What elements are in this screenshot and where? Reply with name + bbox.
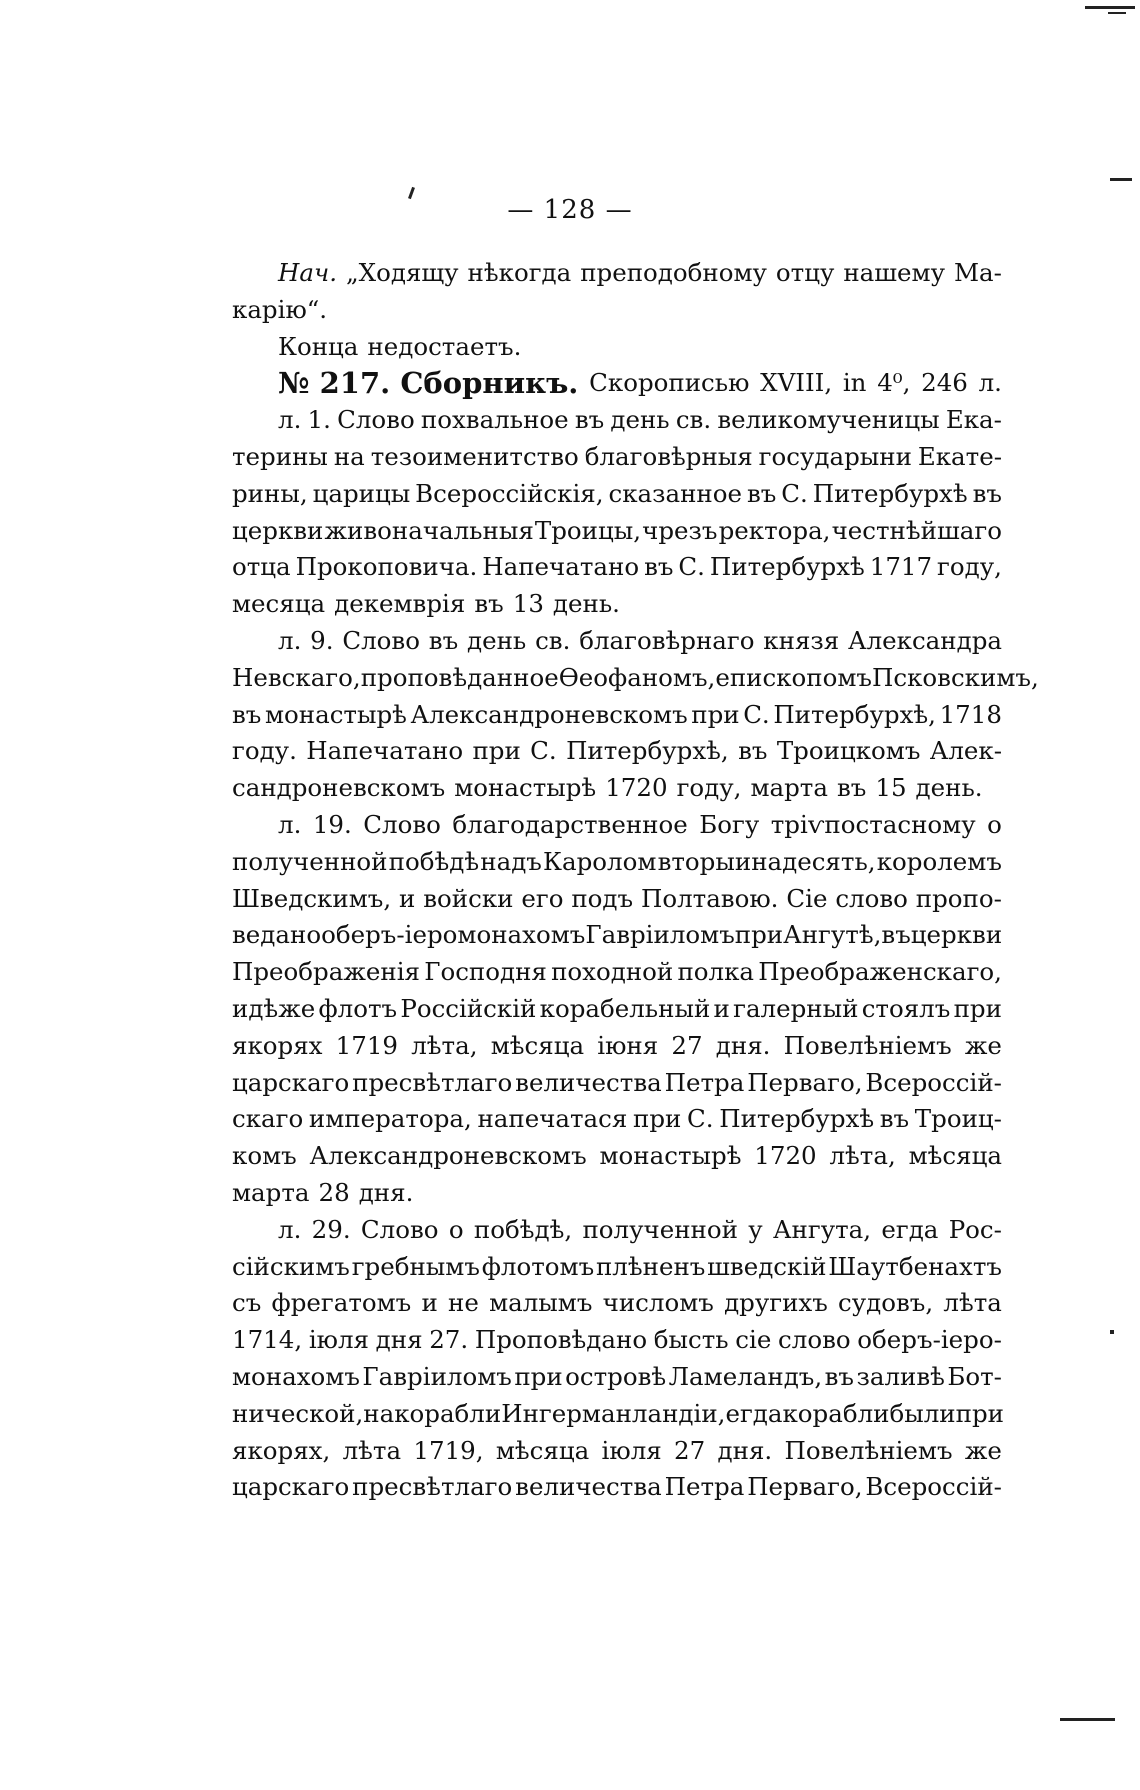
text-line bbox=[232, 1101, 1002, 1138]
text-word: монастырѣ bbox=[599, 1141, 742, 1171]
text-line bbox=[232, 733, 1002, 770]
text-word: in bbox=[842, 368, 867, 398]
text-word: году. bbox=[232, 736, 297, 766]
text-word: пресвѣтлаго bbox=[352, 1472, 513, 1502]
text-word: л. bbox=[278, 625, 302, 655]
text-word: другихъ bbox=[724, 1288, 828, 1318]
text-word: Повелѣніемъ bbox=[783, 1030, 952, 1060]
text-word: сіе bbox=[735, 1325, 772, 1355]
text-word: при bbox=[734, 920, 784, 950]
text-word: Слово bbox=[360, 1214, 439, 1244]
text-word: егда bbox=[881, 1214, 939, 1244]
text-word: величества bbox=[515, 1472, 662, 1502]
text-word: и bbox=[399, 883, 416, 913]
text-word: лѣта, bbox=[411, 1030, 478, 1060]
text-word: якорях, bbox=[232, 1435, 331, 1465]
text-word: сандроневскомъ bbox=[232, 773, 446, 803]
text-word: Перваго, bbox=[747, 1067, 863, 1097]
text-word: Проповѣдано bbox=[474, 1325, 648, 1355]
text-word: благодарственное bbox=[452, 809, 688, 839]
text-word: Скорописью bbox=[589, 368, 750, 398]
text-word: галерный bbox=[733, 993, 859, 1023]
text-word: слово bbox=[778, 1325, 851, 1355]
text-word: отцу bbox=[775, 258, 835, 287]
text-word: сійскимъ bbox=[232, 1251, 350, 1281]
text-word: С. bbox=[678, 552, 705, 582]
text-word: въ bbox=[881, 920, 911, 950]
text-word: Слово bbox=[342, 625, 420, 655]
text-word: сказанное bbox=[608, 478, 743, 508]
text-word: корабельный bbox=[539, 993, 711, 1023]
text-word: при bbox=[953, 993, 1002, 1023]
text-word: монастырѣ bbox=[264, 699, 407, 729]
text-word: судовъ, bbox=[838, 1288, 934, 1318]
text-word: при bbox=[472, 736, 521, 766]
text-emphasis: Нач. bbox=[278, 258, 338, 287]
text-word: ректора, bbox=[718, 515, 831, 545]
text-word: въ bbox=[836, 773, 867, 803]
text-word: Напечатано bbox=[482, 552, 640, 582]
text-word: Ека- bbox=[945, 405, 1002, 435]
text-line bbox=[232, 1469, 1002, 1506]
text-word: флотъ bbox=[318, 993, 398, 1023]
text-line bbox=[232, 1249, 1002, 1286]
text-line bbox=[232, 402, 1002, 439]
page-number: — 128 — bbox=[507, 195, 633, 225]
text-word: о bbox=[987, 809, 1002, 839]
text-word: Конца bbox=[278, 331, 359, 361]
text-word: стоялъ bbox=[861, 993, 951, 1023]
text-word: Александра bbox=[848, 625, 1002, 655]
text-word: іюля bbox=[308, 1325, 369, 1355]
text-word: Всероссійскія, bbox=[415, 478, 604, 508]
text-word: Напечатано bbox=[306, 736, 464, 766]
text-word: декемврія bbox=[334, 589, 466, 619]
text-word: день. bbox=[552, 589, 620, 619]
text-line bbox=[232, 991, 1002, 1028]
text-word: дня. bbox=[715, 1030, 771, 1060]
text-word: дня. bbox=[717, 1435, 773, 1465]
text-word: полученной bbox=[232, 846, 388, 876]
text-word: ведано bbox=[232, 920, 322, 950]
text-word: живоначальныя bbox=[324, 515, 534, 545]
text-word: слово bbox=[835, 883, 908, 913]
text-word: л. bbox=[278, 809, 302, 839]
text-word: пресвѣтлаго bbox=[352, 1067, 513, 1097]
text-word: л. bbox=[978, 368, 1002, 398]
text-word: и bbox=[713, 993, 730, 1023]
text-word: Питербурхѣ, bbox=[773, 699, 936, 729]
text-word: оберъ-іеро- bbox=[857, 1325, 1002, 1355]
text-word: Питербурхѣ, bbox=[566, 736, 729, 766]
text-word: Троиц- bbox=[914, 1104, 1002, 1134]
text-word: Питербурхѣ bbox=[812, 478, 968, 508]
text-word: въ bbox=[738, 736, 768, 766]
text-line bbox=[232, 1359, 1002, 1396]
text-word: 1. bbox=[307, 405, 331, 435]
text-word: Ангута, bbox=[772, 1214, 872, 1244]
text-line bbox=[232, 1322, 1002, 1359]
text-word: 13 bbox=[512, 589, 544, 619]
text-line bbox=[232, 881, 1002, 918]
text-word: Прокоповича. bbox=[295, 552, 478, 582]
text-word: Ма- bbox=[953, 258, 1002, 287]
text-word: Питербурхѣ bbox=[709, 552, 865, 582]
text-word: марта bbox=[750, 773, 828, 803]
text-line bbox=[232, 1433, 1002, 1470]
text-word: егда bbox=[725, 1398, 783, 1428]
text-word: мѣсяца bbox=[908, 1141, 1002, 1171]
text-word: месяца bbox=[232, 589, 326, 619]
text-word: въ bbox=[574, 405, 605, 435]
text-line bbox=[232, 697, 1002, 734]
text-word: его bbox=[521, 883, 564, 913]
text-line bbox=[232, 623, 1002, 660]
text-word: полка bbox=[677, 957, 755, 987]
text-word: на bbox=[333, 441, 365, 471]
text-word: Полтавою. bbox=[640, 883, 779, 913]
text-line bbox=[232, 329, 1002, 366]
text-line bbox=[232, 586, 1002, 623]
text-word: Троицкомъ bbox=[776, 736, 921, 766]
text-word: королемъ bbox=[876, 846, 1002, 876]
text-word: Гавріиломъ bbox=[362, 1361, 512, 1391]
text-word: великомученицы bbox=[717, 405, 940, 435]
text-word: іюля bbox=[601, 1435, 662, 1465]
text-word: Всероссій- bbox=[865, 1472, 1002, 1502]
text-word: дня bbox=[375, 1325, 423, 1355]
text-word: корабли bbox=[394, 1398, 502, 1428]
text-word: Питербурхѣ bbox=[719, 1104, 875, 1134]
text-word: нашему bbox=[843, 258, 946, 287]
text-word: съ bbox=[232, 1288, 262, 1318]
text-word: 27 bbox=[671, 1030, 703, 1060]
text-word: монастырѣ bbox=[454, 773, 597, 803]
text-word: войски bbox=[423, 883, 514, 913]
text-line bbox=[232, 1212, 1002, 1249]
text-word: Бот- bbox=[947, 1361, 1002, 1391]
text-line bbox=[232, 549, 1002, 586]
text-word: якорях bbox=[232, 1030, 323, 1060]
text-word: 1719, bbox=[413, 1435, 484, 1465]
text-line bbox=[232, 770, 1002, 807]
text-word: проповѣданное bbox=[360, 662, 559, 692]
text-word: 1720 bbox=[605, 773, 668, 803]
text-word: идѣже bbox=[232, 993, 316, 1023]
text-word: XVIII, bbox=[760, 368, 833, 398]
text-word: Александроневскомъ bbox=[309, 1141, 587, 1171]
text-word: не bbox=[448, 1288, 479, 1318]
text-word: же bbox=[964, 1030, 1002, 1060]
text-word: при bbox=[955, 1398, 1004, 1428]
text-word: фрегатомъ bbox=[271, 1288, 412, 1318]
text-word: 29. bbox=[311, 1214, 351, 1244]
text-word: царскаго bbox=[232, 1472, 350, 1502]
text-word: Господня bbox=[424, 957, 547, 987]
text-word: Богу bbox=[699, 809, 760, 839]
text-line bbox=[232, 660, 1039, 697]
text-word: о bbox=[448, 1214, 464, 1244]
text-line bbox=[232, 1175, 1002, 1212]
text-word: іюня bbox=[597, 1030, 659, 1060]
text-word: Слово bbox=[363, 809, 441, 839]
text-word: 246 bbox=[921, 368, 968, 398]
text-word: корабли bbox=[782, 1398, 890, 1428]
text-word: въ bbox=[824, 1361, 855, 1391]
text-word: мѣсяца bbox=[495, 1435, 590, 1465]
text-word: благовѣрныя bbox=[584, 441, 753, 471]
text-line bbox=[232, 513, 1002, 550]
text-word: островѣ bbox=[565, 1361, 667, 1391]
text-word: церкви bbox=[910, 920, 1003, 950]
text-word: скаго bbox=[232, 1104, 304, 1134]
text-word: году, bbox=[937, 552, 1002, 582]
text-word: мѣсяца bbox=[490, 1030, 585, 1060]
text-word: Ангутѣ, bbox=[783, 920, 882, 950]
text-line bbox=[232, 439, 1002, 476]
text-line bbox=[232, 1396, 1002, 1433]
body-text bbox=[232, 255, 1039, 1506]
text-word: 9. bbox=[310, 625, 334, 655]
text-word: оберъ-іеромонахомъ bbox=[321, 920, 586, 950]
text-word: день bbox=[610, 405, 670, 435]
text-word: императора, bbox=[308, 1104, 472, 1134]
text-word: же bbox=[964, 1435, 1002, 1465]
text-word: шведскій bbox=[707, 1251, 827, 1281]
text-line bbox=[232, 917, 1002, 954]
text-word: государыни bbox=[758, 441, 912, 471]
text-line bbox=[232, 365, 1002, 402]
text-word: нѣкогда bbox=[467, 258, 572, 287]
text-word: побѣдѣ, bbox=[473, 1214, 573, 1244]
text-line bbox=[232, 1028, 1002, 1065]
text-line bbox=[232, 1138, 1002, 1175]
text-line bbox=[232, 807, 1002, 844]
text-word: плѣненъ bbox=[595, 1251, 706, 1281]
text-word: полученной bbox=[582, 1214, 738, 1244]
text-word: Преображенія bbox=[232, 957, 420, 987]
text-word: Слово bbox=[337, 405, 415, 435]
text-word: тезоименитство bbox=[370, 441, 579, 471]
text-word: флотомъ bbox=[481, 1251, 595, 1281]
text-word: у bbox=[748, 1214, 763, 1244]
text-word: рины, bbox=[232, 478, 308, 508]
text-word: лѣта bbox=[943, 1288, 1002, 1318]
text-word: въ bbox=[474, 589, 504, 619]
text-word: лѣта bbox=[342, 1435, 402, 1465]
text-word: были bbox=[889, 1398, 956, 1428]
text-word: лѣта, bbox=[829, 1141, 896, 1171]
text-word: св. bbox=[675, 405, 712, 435]
text-word: 1717 bbox=[869, 552, 933, 582]
text-word: Перваго, bbox=[747, 1472, 863, 1502]
text-line bbox=[232, 1285, 1002, 1322]
text-word: нической, bbox=[232, 1398, 364, 1428]
text-word: году, bbox=[676, 773, 742, 803]
text-word: при bbox=[691, 699, 740, 729]
text-word: похвальное bbox=[420, 405, 569, 435]
text-word: л. bbox=[278, 405, 302, 435]
text-word: Каролом bbox=[543, 846, 657, 876]
text-word: карію“. bbox=[232, 294, 328, 324]
text-word: царицы bbox=[312, 478, 411, 508]
text-word: 15 bbox=[875, 773, 907, 803]
text-word: малымъ bbox=[489, 1288, 593, 1318]
text-word: Ингерманландіи, bbox=[501, 1398, 726, 1428]
text-word: комъ bbox=[232, 1141, 297, 1171]
text-word: 28 bbox=[318, 1177, 350, 1207]
text-word: 4⁰, bbox=[877, 368, 911, 398]
text-word: Петра bbox=[664, 1067, 745, 1097]
text-word: Шведскимъ, bbox=[232, 883, 392, 913]
text-word: пропо- bbox=[915, 883, 1002, 913]
text-word: вторыинадесять, bbox=[657, 846, 876, 876]
text-word: св. bbox=[535, 625, 571, 655]
text-word: л. bbox=[278, 1214, 302, 1244]
text-word: побѣдѣ bbox=[388, 846, 480, 876]
text-word: Всероссій- bbox=[865, 1067, 1002, 1097]
text-word: С. bbox=[781, 478, 808, 508]
text-word: 1720 bbox=[754, 1141, 817, 1171]
text-word: Сіе bbox=[786, 883, 828, 913]
text-word: при bbox=[514, 1361, 563, 1391]
text-word: терины bbox=[232, 441, 328, 471]
text-word: марта bbox=[232, 1177, 310, 1207]
text-word: Гавріиломъ bbox=[585, 920, 735, 950]
text-word: походной bbox=[551, 957, 674, 987]
text-word: Троицы, bbox=[534, 515, 642, 545]
text-word: въ bbox=[644, 552, 674, 582]
text-word: князя bbox=[763, 625, 840, 655]
text-word: Преображенскаго, bbox=[758, 957, 1002, 987]
text-word: преподобному bbox=[580, 258, 767, 287]
text-word: 1719 bbox=[335, 1030, 399, 1060]
text-word: монахомъ bbox=[232, 1361, 360, 1391]
text-word: бысть bbox=[653, 1325, 729, 1355]
text-word: церкви bbox=[232, 515, 324, 545]
text-word: недостаетъ. bbox=[367, 331, 522, 361]
text-word: царскаго bbox=[232, 1067, 350, 1097]
text-line bbox=[232, 255, 1002, 292]
text-word: при bbox=[633, 1104, 682, 1134]
text-word: С. bbox=[743, 699, 770, 729]
text-word: день. bbox=[915, 773, 983, 803]
text-word: тріѵпостасному bbox=[770, 809, 976, 839]
text-word: величества bbox=[515, 1067, 662, 1097]
text-word: Петра bbox=[664, 1472, 745, 1502]
text-word: подъ bbox=[571, 883, 634, 913]
text-word: честнѣйшаго bbox=[831, 515, 1002, 545]
text-line bbox=[232, 1065, 1002, 1102]
text-word: 19. bbox=[312, 809, 352, 839]
text-word: Александроневскомъ bbox=[410, 699, 688, 729]
text-word: епископомъ bbox=[715, 662, 873, 692]
text-word: заливѣ bbox=[856, 1361, 945, 1391]
text-word: и bbox=[421, 1288, 438, 1318]
text-word: отца bbox=[232, 552, 291, 582]
text-word: 1718 bbox=[939, 699, 1002, 729]
text-word: Невскаго, bbox=[232, 662, 361, 692]
text-word: чрезъ bbox=[642, 515, 718, 545]
text-word: Алек- bbox=[929, 736, 1002, 766]
text-word: С. bbox=[530, 736, 557, 766]
text-word: напечатася bbox=[477, 1104, 628, 1134]
text-word: Екате- bbox=[917, 441, 1002, 471]
text-word: гребнымъ bbox=[351, 1251, 480, 1281]
text-word: Шаутбенахтъ bbox=[828, 1251, 1002, 1281]
text-word: Рос- bbox=[948, 1214, 1002, 1244]
text-word: въ bbox=[428, 625, 459, 655]
text-line bbox=[232, 844, 1002, 881]
text-word: 1714, bbox=[232, 1325, 303, 1355]
text-line bbox=[232, 292, 1002, 329]
text-word: 27. bbox=[429, 1325, 469, 1355]
text-word: „Ходящу bbox=[345, 258, 459, 287]
text-word: Повелѣніемъ bbox=[784, 1435, 953, 1465]
text-word: Псковскимъ, bbox=[872, 662, 1039, 692]
text-line bbox=[232, 476, 1002, 513]
text-word: благовѣрнаго bbox=[579, 625, 755, 655]
text-word: Ѳеофаномъ, bbox=[558, 662, 716, 692]
text-emphasis: № 217. Сборникъ. bbox=[278, 366, 579, 401]
text-word: 27 bbox=[674, 1435, 706, 1465]
text-word: Ламеландъ, bbox=[668, 1361, 823, 1391]
text-line bbox=[232, 954, 1002, 991]
text-word: въ bbox=[879, 1104, 910, 1134]
text-word: въ bbox=[746, 478, 777, 508]
text-word: день bbox=[467, 625, 527, 655]
text-word: въ bbox=[972, 478, 1002, 508]
text-word: въ bbox=[232, 699, 262, 729]
text-word: надъ bbox=[480, 846, 542, 876]
text-word: дня. bbox=[358, 1177, 414, 1207]
text-word: на bbox=[363, 1398, 395, 1428]
text-word: числомъ bbox=[602, 1288, 714, 1318]
text-word: С. bbox=[687, 1104, 714, 1134]
text-word: Россійскій bbox=[400, 993, 537, 1023]
